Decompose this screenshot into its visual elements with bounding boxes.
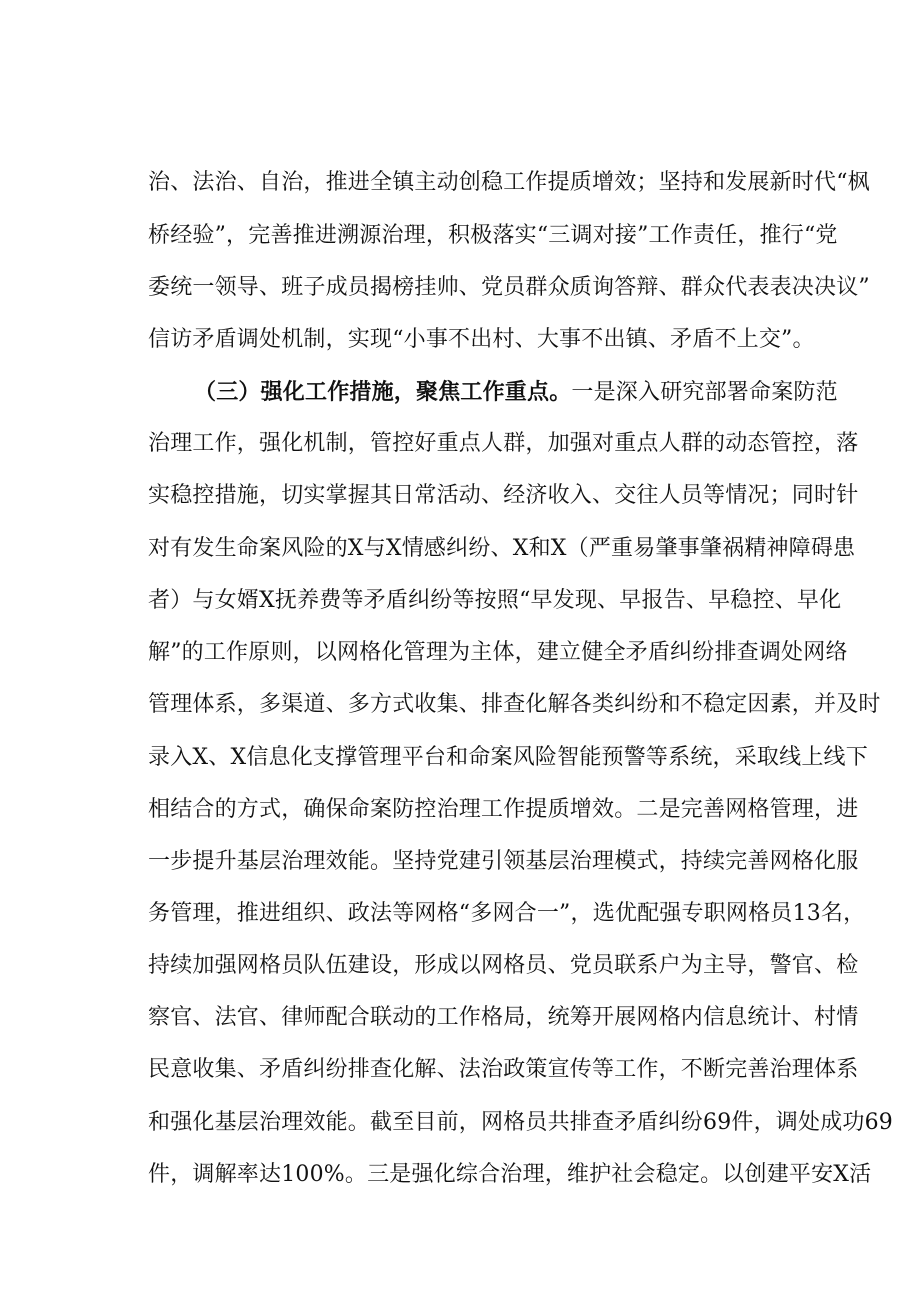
- text-line: 信访矛盾调处机制，实现“小事不出村、大事不出镇、矛盾不上交”。: [148, 327, 815, 352]
- text-line: 解”的工作原则，以网格化管理为主体，建立健全矛盾纠纷排查调处网络: [148, 640, 848, 665]
- text-line: 察官、法官、律师配合联动的工作格局，统筹开展网格内信息统计、村情: [148, 1005, 859, 1030]
- text-line: 务管理，推进组织、政法等网格“多网合一”，选优配强专职网格员13名，: [148, 901, 866, 926]
- text-line: 对有发生命案风险的X与X情感纠纷、X和X（严重易肇事肇祸精神障碍患: [148, 536, 856, 561]
- text-line: 民意收集、矛盾纠纷排查化解、法治政策宣传等工作，不断完善治理体系: [148, 1057, 859, 1082]
- text-line: 桥经验”，完善推进溯源治理，积极落实“三调对接”工作责任，推行“党: [148, 223, 838, 248]
- section-heading: （三）强化工作措施，聚焦工作重点。: [194, 379, 572, 405]
- text-line: 持续加强网格员队伍建设，形成以网格员、党员联系户为主导，警官、检: [148, 953, 859, 978]
- text-line: 委统一领导、班子成员揭榜挂帅、党员群众质询答辩、群众代表表决决议”: [148, 275, 870, 300]
- text-line: 相结合的方式，确保命案防控治理工作提质增效。二是完善网格管理，进: [148, 797, 859, 822]
- text-line: 者）与女婿X抚养费等矛盾纠纷等按照“早发现、早报告、早稳控、早化: [148, 588, 842, 613]
- text-line: 实稳控措施，切实掌握其日常活动、经济收入、交往人员等情况；同时针: [148, 483, 859, 508]
- text-line: 管理体系，多渠道、多方式收集、排查化解各类纠纷和不稳定因素，并及时: [148, 692, 881, 717]
- text-line: 一步提升基层治理效能。坚持党建引领基层治理模式，持续完善网格化服: [148, 849, 859, 874]
- text-line: 和强化基层治理效能。截至目前，网格员共排查矛盾纠纷69件，调处成功69: [148, 1110, 893, 1135]
- text-run: 一是深入研究部署命案防范: [571, 380, 838, 405]
- text-line: 件，调解率达100%。三是强化综合治理，维护社会稳定。以创建平安X活: [148, 1162, 872, 1187]
- text-line: 治、法治、自治，推进全镇主动创稳工作提质增效；坚持和发展新时代“枫: [148, 170, 870, 195]
- text-line: 治理工作，强化机制，管控好重点人群，加强对重点人群的动态管控，落: [148, 431, 859, 456]
- text-line: 录入X、X信息化支撑管理平台和命案风险智能预警等系统，采取线上线下: [148, 745, 868, 770]
- paragraph-first-line: [194, 375, 838, 409]
